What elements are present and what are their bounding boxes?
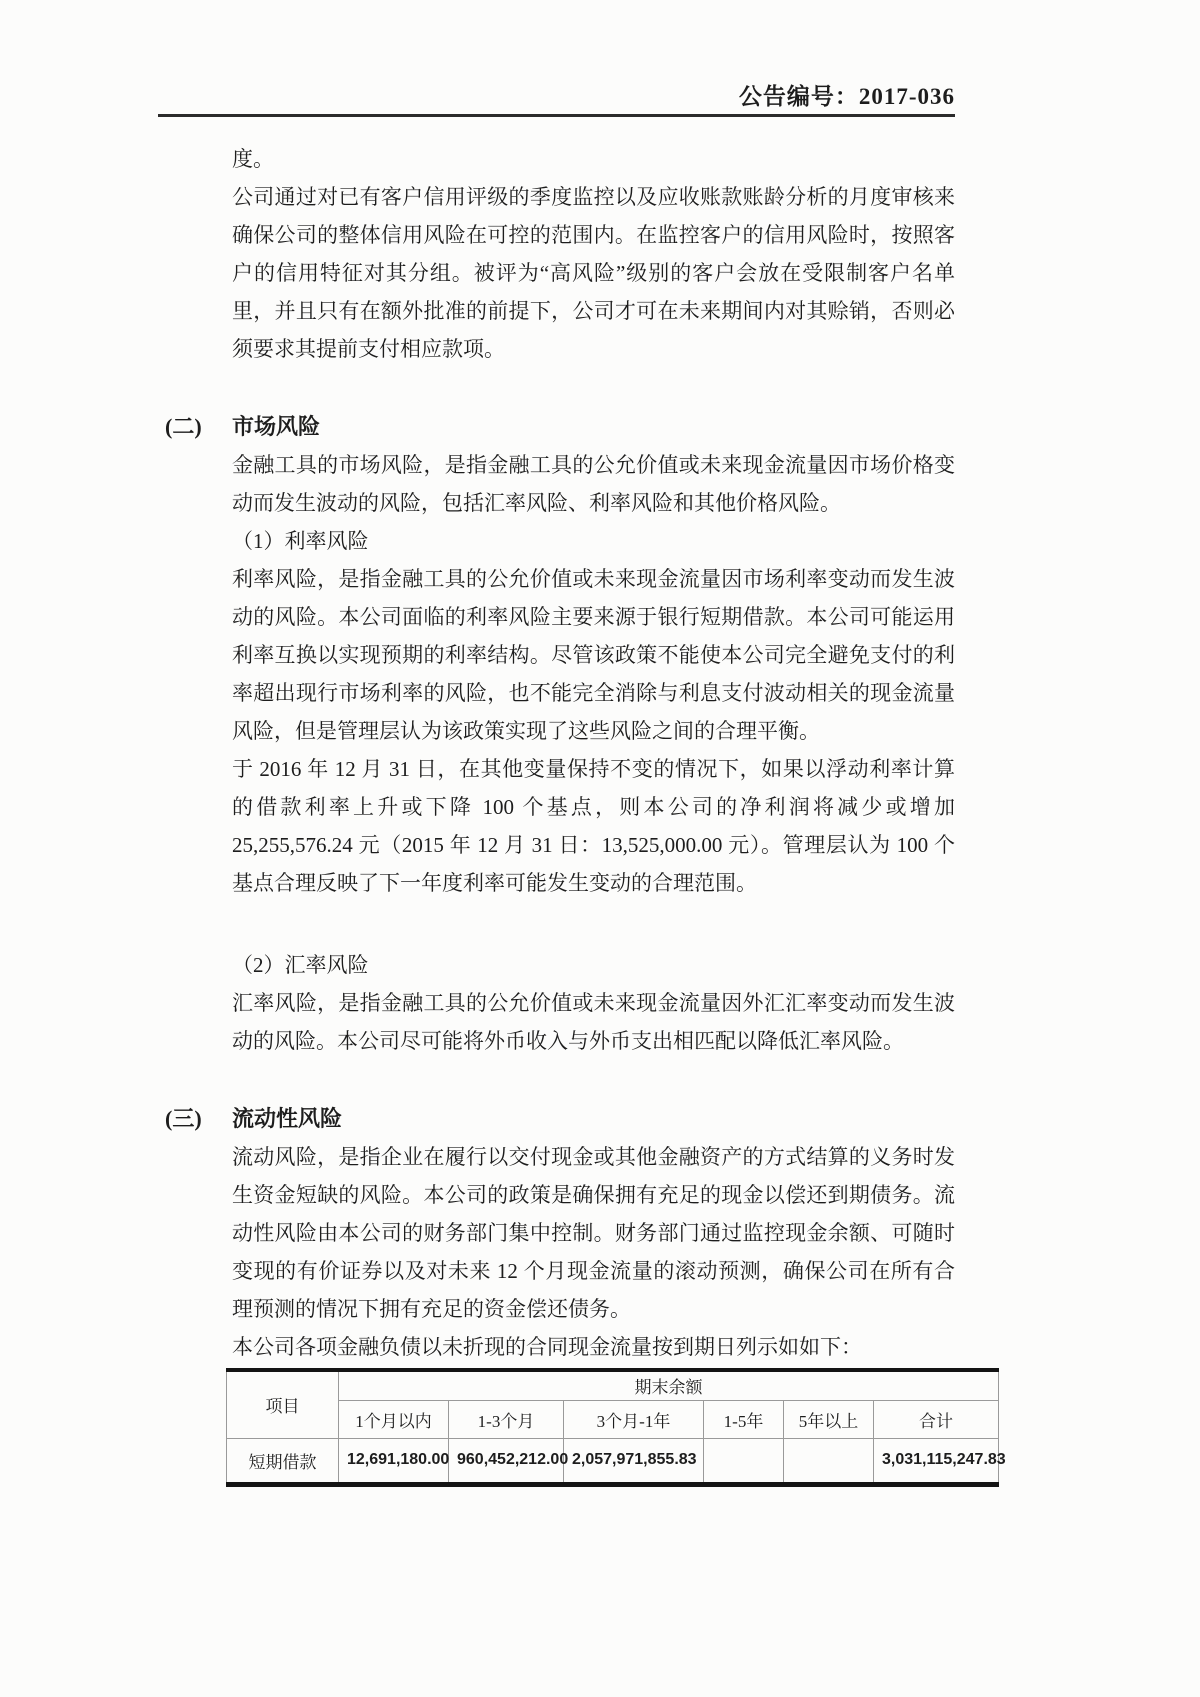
section-title-market-risk: 市场风险 bbox=[232, 414, 321, 439]
market-risk-intro-paragraph: 金融工具的市场风险，是指金融工具的公允价值或未来现金流量因市场价格变动而发生波动的风险，包括汇率风险、利率风险和其他价格风险。 bbox=[232, 453, 955, 515]
row-value-3-months-1-year: 2,057,971,855.83 bbox=[564, 1438, 704, 1484]
row-value-over-5-years bbox=[784, 1438, 874, 1484]
row-value-1-3-months: 960,452,212.00 bbox=[449, 1438, 564, 1484]
table-header-group-row bbox=[227, 1370, 999, 1400]
document-content bbox=[165, 140, 1006, 1487]
interest-risk-subheading: （1）利率风险 bbox=[232, 529, 369, 553]
announcement-number: 公告编号：2017-036 bbox=[738, 84, 955, 109]
table-header-item: 项目 bbox=[227, 1370, 339, 1438]
section-heading-market-risk bbox=[165, 408, 955, 446]
interest-risk-paragraph-2: 于 2016 年 12 月 31 日，在其他变量保持不变的情况下，如果以浮动利率计算的借款利率上升或下降 100 个基点，则本公司的净利润将减少或增加 25,255,576.24 元（2015 年 12 月 31 日：13,525,000.00 元）。管理层认为 100 个基点合理反映了下一年度利率可能发生变动的合理范围。 bbox=[232, 757, 955, 895]
table-header-1-5-years: 1-5年 bbox=[704, 1400, 784, 1438]
credit-monitoring-paragraph: 公司通过对已有客户信用评级的季度监控以及应收账款账龄分析的月度审核来确保公司的整体信用风险在可控的范围内。在监控客户的信用风险时，按照客户的信用特征对其分组。被评为“高风险”级别的客户会放在受限制客户名单里，并且只有在额外批准的前提下，公司才可在未来期间内对其赊销，否则必须要求其提前支付相应款项。 bbox=[232, 185, 955, 361]
header-divider bbox=[158, 114, 955, 117]
interest-risk-paragraph-1: 利率风险，是指金融工具的公允价值或未来现金流量因市场利率变动而发生波动的风险。本公司面临的利率风险主要来源于银行短期借款。本公司可能运用利率互换以实现预期的利率结构。尽管该政策不能使本公司完全避免支付的利率超出现行市场利率的风险，也不能完全消除与利息支付波动相关的现金流量风险，但是管理层认为该政策实现了这些风险之间的合理平衡。 bbox=[232, 567, 955, 743]
row-item-label: 短期借款 bbox=[227, 1438, 339, 1484]
table-header-total: 合计 bbox=[874, 1400, 999, 1438]
table-header-1-3-months: 1-3个月 bbox=[449, 1400, 564, 1438]
table-row-short-term-borrowings bbox=[227, 1438, 999, 1484]
liquidity-risk-paragraph: 流动风险，是指企业在履行以交付现金或其他金融资产的方式结算的义务时发生资金短缺的风险。本公司的政策是确保拥有充足的现金以偿还到期债务。流动性风险由本公司的财务部门集中控制。财务部门通过监控现金余额、可随时变现的有价证券以及对未来 12 个月现金流量的滚动预测，确保公司在所有合理预测的情况下拥有充足的资金偿还债务。 bbox=[232, 1145, 955, 1321]
exchange-risk-subheading: （2）汇率风险 bbox=[232, 953, 369, 977]
table-header-over-5-years: 5年以上 bbox=[784, 1400, 874, 1438]
carryover-text: 度。 bbox=[232, 147, 274, 171]
row-value-1-5-years bbox=[704, 1438, 784, 1484]
table-header-3-months-1-year: 3个月-1年 bbox=[564, 1400, 704, 1438]
row-value-within-1-month: 12,691,180.00 bbox=[339, 1438, 449, 1484]
maturity-table-caption: 本公司各项金融负债以未折现的合同现金流量按到期日列示如如下： bbox=[232, 1335, 862, 1359]
section-number-market-risk: (二) bbox=[165, 414, 202, 439]
section-heading-liquidity-risk bbox=[165, 1100, 955, 1138]
section-title-liquidity-risk: 流动性风险 bbox=[232, 1106, 343, 1131]
maturity-table bbox=[226, 1368, 1006, 1487]
section-number-liquidity-risk: (三) bbox=[165, 1106, 202, 1131]
row-value-total: 3,031,115,247.83 bbox=[874, 1438, 999, 1484]
table-header-columns-row bbox=[227, 1400, 999, 1438]
exchange-risk-paragraph: 汇率风险，是指金融工具的公允价值或未来现金流量因外汇汇率变动而发生波动的风险。本公司尽可能将外币收入与外币支出相匹配以降低汇率风险。 bbox=[232, 991, 955, 1053]
table-header-within-1-month: 1个月以内 bbox=[339, 1400, 449, 1438]
table-header-ending-balance: 期末余额 bbox=[339, 1370, 999, 1400]
